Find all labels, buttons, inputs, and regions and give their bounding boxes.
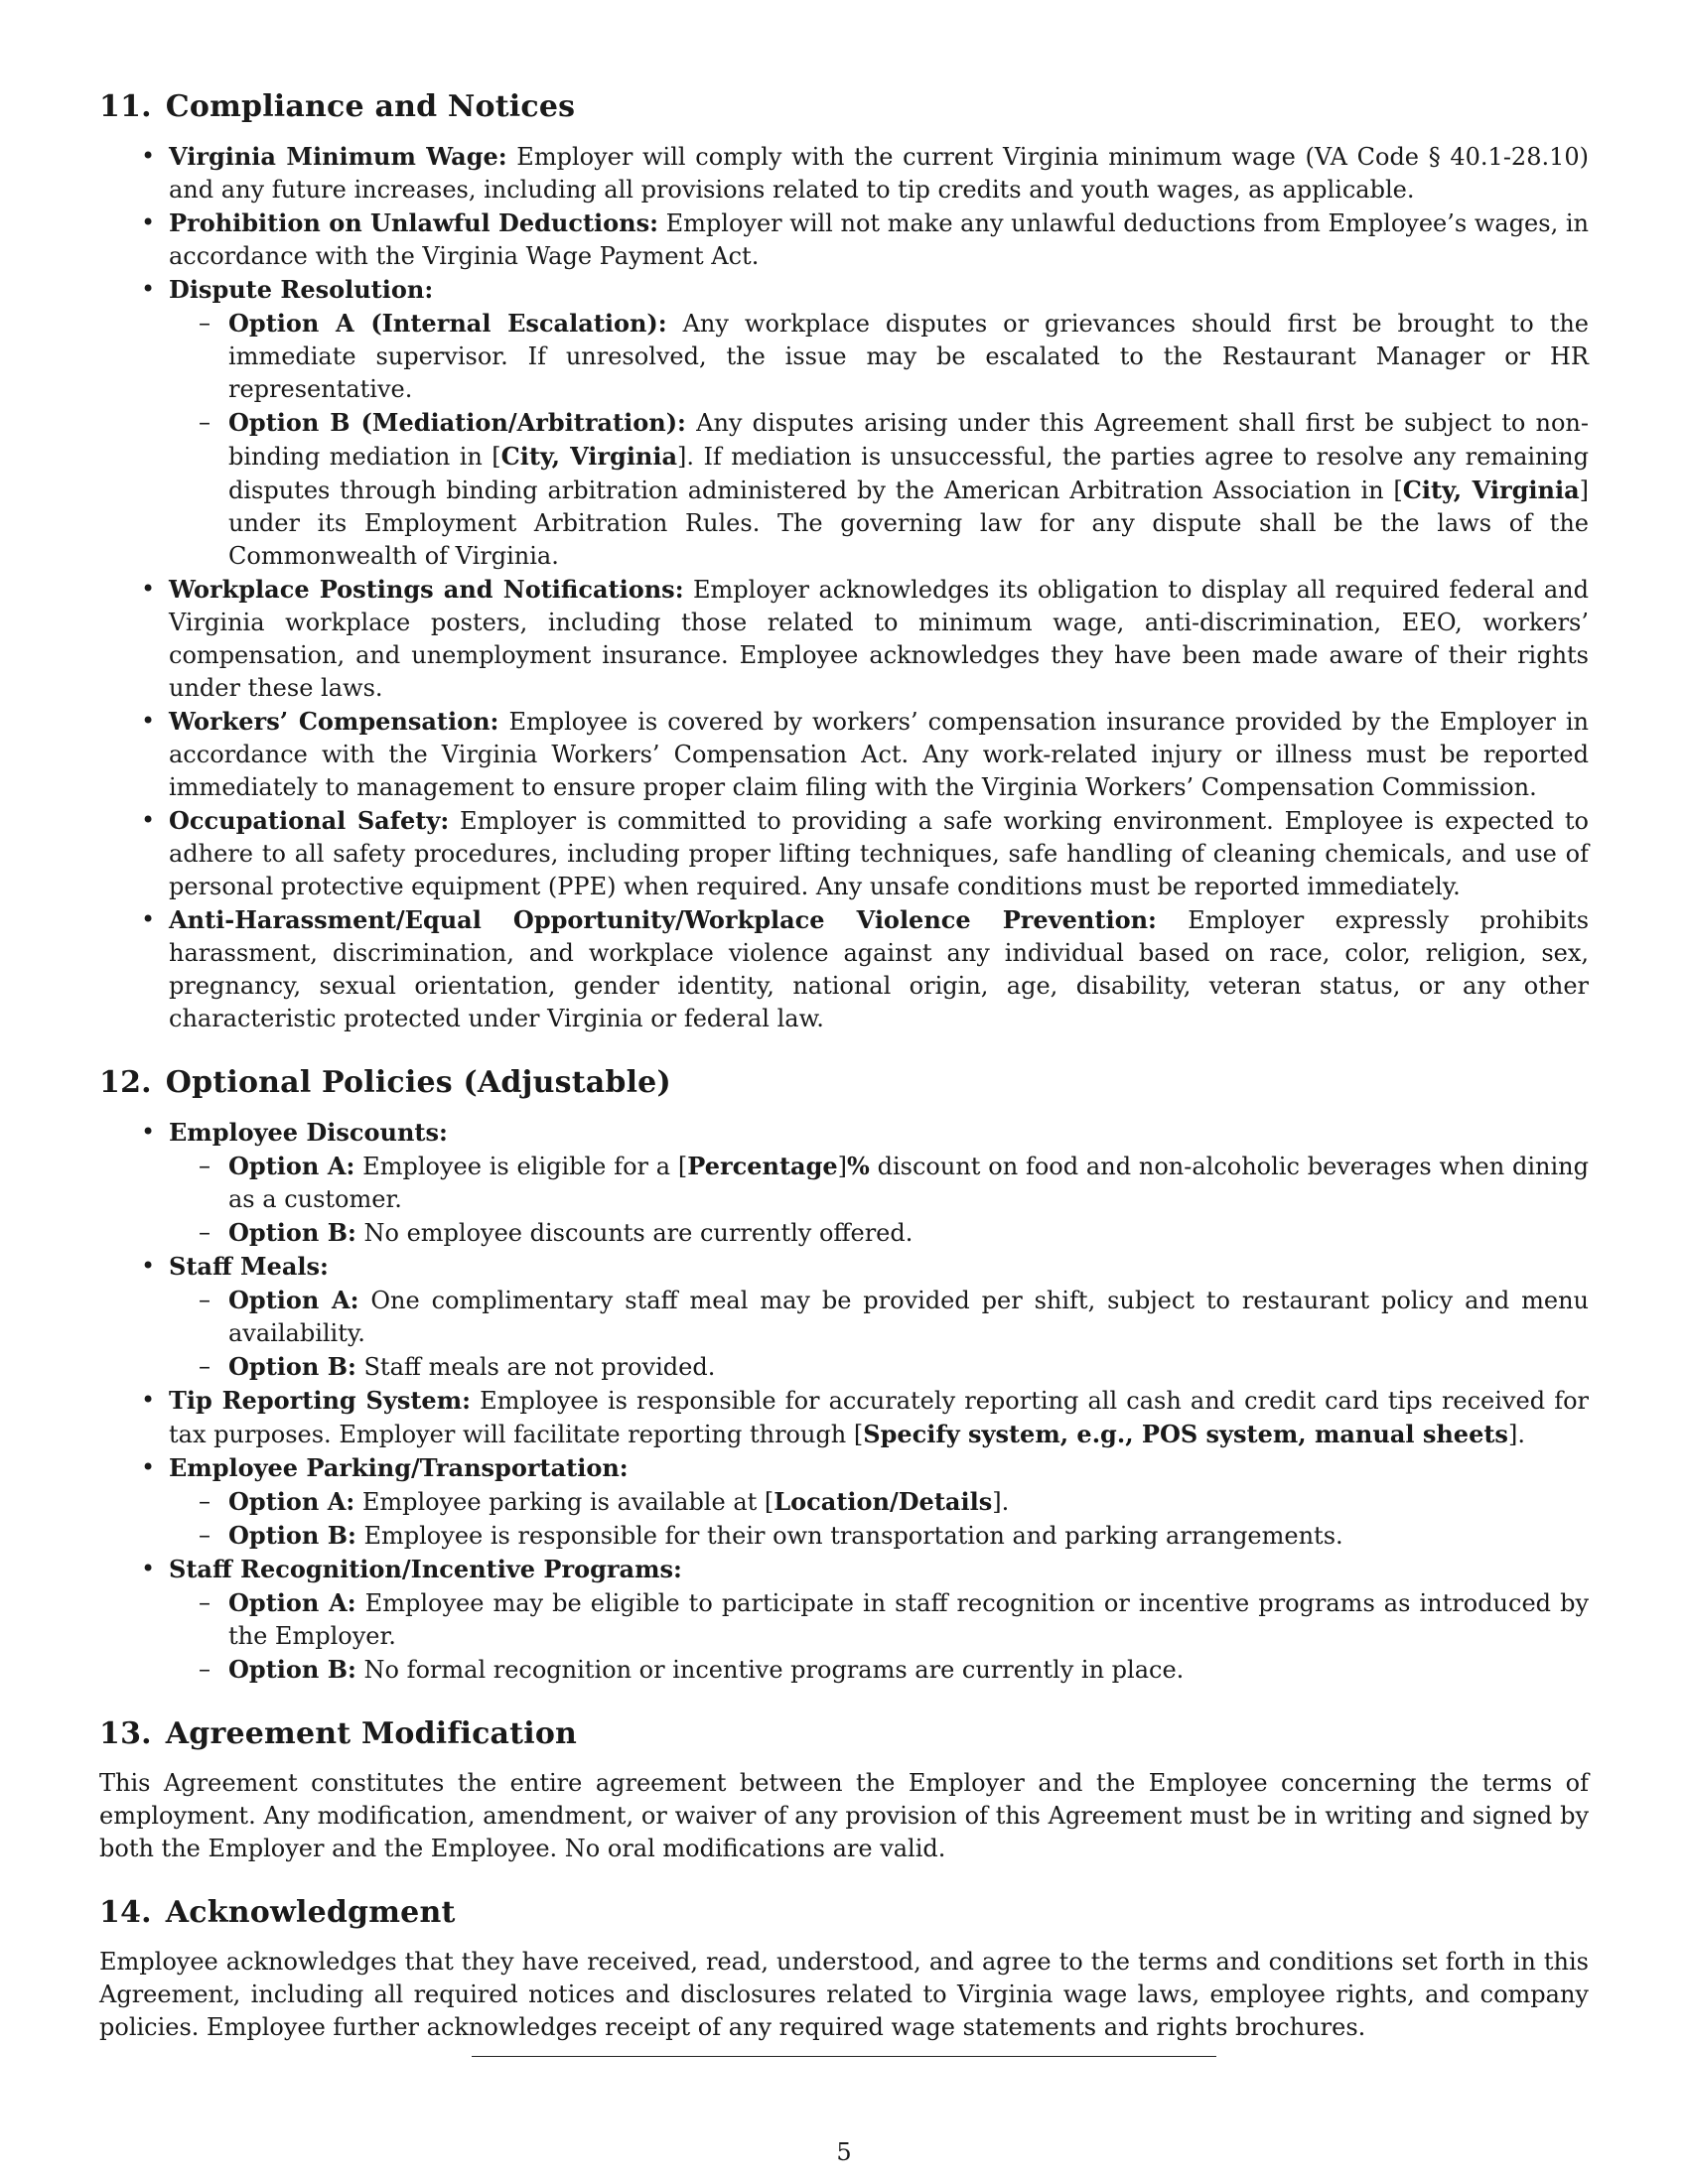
list-item: • Dispute Resolution: – Option A (Internal Escalation): Any workplace disputes or grievances should first be brought to the immediate supervisor. If unresolved, the issue may be escalated to the Restaurant Manager or HR representative. – Option B (Mediation/Arbitration): Any disputes arising under this Agreement shall first be subject to non-binding mediation in [City, Virginia]. If mediation is unsuccessful, the parties agree to resolve any remaining disputes through binding arbitration administered by the American Arbitration Association in [City, Virginia] under its Employment Arbitration Rules. The governing law for any dispute shall be the laws of the Commonwealth of Virginia.	[169, 273, 1589, 573]
option-list	[169, 1586, 1589, 1687]
section-heading: 11. Compliance and Notices	[99, 89, 576, 124]
section-acknowledgment	[99, 1895, 1589, 2044]
list-item: • Staff Meals: – Option A: One complimentary staff meal may be provided per shift, subject to restaurant policy and menu availability. – Option B: Staff meals are not provided.	[169, 1250, 1589, 1384]
option-item: – Option A: One complimentary staff meal may be provided per shift, subject to restaurant policy and menu availability.	[228, 1284, 1589, 1350]
section-compliance-notices	[99, 89, 1589, 1035]
document-page	[99, 89, 1589, 2074]
section-heading: 13. Agreement Modification	[99, 1716, 578, 1751]
list-item: • Employee Parking/Transportation: – Option A: Employee parking is available at [Location/Details]. – Option B: Employee is responsible for their own transportation and parking arrangements.	[169, 1451, 1589, 1553]
option-item: – Option B (Mediation/Arbitration): Any disputes arising under this Agreement shall first be subject to non-binding mediation in [City, Virginia]. If mediation is unsuccessful, the parties agree to resolve any remaining disputes through binding arbitration administered by the American Arbitration Association in [City, Virginia] under its Employment Arbitration Rules. The governing law for any dispute shall be the laws of the Commonwealth of Virginia.	[228, 406, 1589, 573]
section-paragraph: This Agreement constitutes the entire agreement between the Employer and the Employee concerning the terms of employment. Any modification, amendment, or waiver of any provision of this Agreement must be in writing and signed by both the Employer and the Employee. No oral modifications are valid.	[99, 1769, 1589, 1862]
signature-line	[472, 2056, 1216, 2057]
section-paragraph: Employee acknowledges that they have received, read, understood, and agree to the terms and conditions set forth in this Agreement, including all required notices and disclosures related to Virginia wage laws, employee rights, and company policies. Employee further acknowledges receipt of any required wage statements and rights brochures.	[99, 1948, 1589, 2041]
page-number: 5	[836, 2138, 852, 2166]
option-item: – Option A: Employee may be eligible to participate in staff recognition or incentive programs as introduced by the Employer.	[228, 1586, 1589, 1653]
option-item: – Option A (Internal Escalation): Any workplace disputes or grievances should first be brought to the immediate supervisor. If unresolved, the issue may be escalated to the Restaurant Manager or HR representative.	[228, 307, 1589, 406]
option-list	[169, 1150, 1589, 1250]
option-item: – Option B: No employee discounts are currently offered.	[228, 1216, 1589, 1250]
list-item: • Workplace Postings and Notifications: Employer acknowledges its obligation to display all required federal and Virginia workplace posters, including those related to minimum wage, anti-discrimination, EEO, workers’ compensation, and unemployment insurance. Employee acknowledges they have been made aware of their rights under these laws.	[169, 573, 1589, 705]
section-heading: 14. Acknowledgment	[99, 1895, 456, 1930]
section-heading: 12. Optional Policies (Adjustable)	[99, 1065, 671, 1100]
list-item: • Workers’ Compensation: Employee is covered by workers’ compensation insurance provided by the Employer in accordance with the Virginia Workers’ Compensation Act. Any work-related injury or illness must be reported immediately to management to ensure proper claim filing with the Virginia Workers’ Compensation Commission.	[169, 705, 1589, 804]
list-item: • Prohibition on Unlawful Deductions: Employer will not make any unlawful deductions from Employee’s wages, in accordance with the Virginia Wage Payment Act.	[169, 206, 1589, 273]
list-item: • Staff Recognition/Incentive Programs: – Option A: Employee may be eligible to participate in staff recognition or incentive programs as introduced by the Employer. – Option B: No formal recognition or incentive programs are currently in place.	[169, 1553, 1589, 1687]
list-item: • Tip Reporting System: Employee is responsible for accurately reporting all cash and credit card tips received for tax purposes. Employer will facilitate reporting through [Specify system, e.g., POS system, manual sheets].	[169, 1384, 1589, 1451]
bullet-list	[99, 140, 1589, 1035]
section-optional-policies	[99, 1065, 1589, 1687]
option-list	[169, 1284, 1589, 1384]
list-item: • Occupational Safety: Employer is committed to providing a safe working environment. Employee is expected to adhere to all safety procedures, including proper lifting techniques, safe handling of cleaning chemicals, and use of personal protective equipment (PPE) when required. Any unsafe conditions must be reported immediately.	[169, 804, 1589, 903]
option-item: – Option B: Employee is responsible for their own transportation and parking arrangements.	[228, 1519, 1589, 1553]
list-item: • Employee Discounts: – Option A: Employee is eligible for a [Percentage]% discount on food and non-alcoholic beverages when dining as a customer. – Option B: No employee discounts are currently offered.	[169, 1116, 1589, 1250]
option-list	[169, 1485, 1589, 1553]
option-list	[169, 307, 1589, 573]
option-item: – Option B: Staff meals are not provided.	[228, 1350, 1589, 1384]
option-item: – Option A: Employee parking is available at [Location/Details].	[228, 1485, 1589, 1519]
list-item: • Virginia Minimum Wage: Employer will comply with the current Virginia minimum wage (VA Code § 40.1-28.10) and any future increases, including all provisions related to tip credits and youth wages, as applicable.	[169, 140, 1589, 206]
bullet-list	[99, 1116, 1589, 1687]
list-item: • Anti-Harassment/Equal Opportunity/Workplace Violence Prevention: Employer expressly prohibits harassment, discrimination, and workplace violence against any individual based on race, color, religion, sex, pregnancy, sexual orientation, gender identity, national origin, age, disability, veteran status, or any other characteristic protected under Virginia or federal law.	[169, 903, 1589, 1035]
option-item: – Option B: No formal recognition or incentive programs are currently in place.	[228, 1653, 1589, 1687]
option-item: – Option A: Employee is eligible for a [Percentage]% discount on food and non-alcoholic beverages when dining as a customer.	[228, 1150, 1589, 1216]
section-agreement-modification	[99, 1716, 1589, 1865]
